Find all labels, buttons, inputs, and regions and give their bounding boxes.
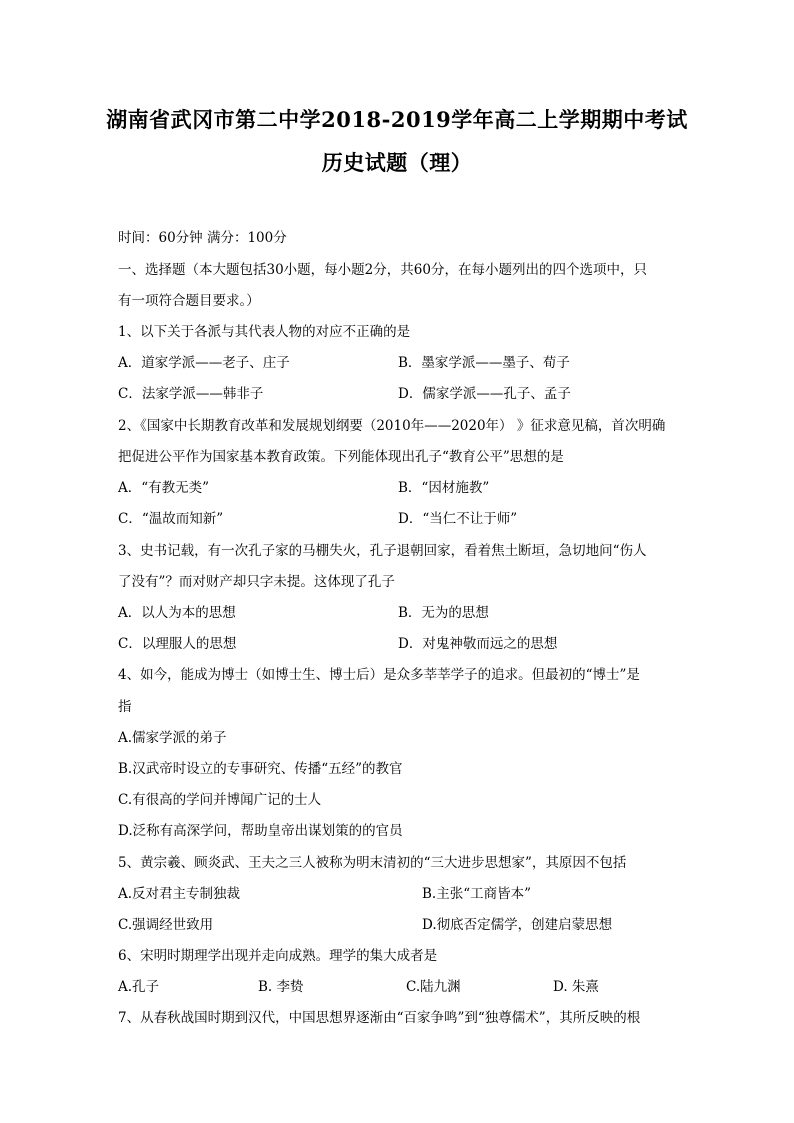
- question-1-stem: 1、以下关于各派与其代表人物的对应不正确的是: [118, 324, 411, 340]
- question-2-option-c: C．“温故而知新”: [118, 511, 224, 527]
- question-3-option-d: D．对鬼神敬而远之的思想: [398, 636, 558, 652]
- question-2-stem-line2: 把促进公平作为国家基本教育政策。下列能体现出孔子“教育公平”思想的是: [118, 449, 564, 465]
- page-title: 湖南省武冈市第二中学2018-2019学年高二上学期期中考试: [106, 107, 688, 132]
- question-4-option-a: A.儒家学派的弟子: [118, 730, 227, 746]
- question-1-option-c: C．法家学派——韩非子: [118, 386, 264, 402]
- question-3-stem-line2: 了没有”？而对财产却只字未提。这体现了孔子: [118, 574, 395, 590]
- question-4-option-b: B.汉武帝时设立的专事研究、传播“五经”的教官: [118, 761, 403, 777]
- question-5-option-b: B.主张“工商皆本”: [422, 886, 532, 902]
- question-2-stem-line1: 2、《国家中长期教育改革和发展规划纲要（2010年——2020年） 》征求意见稿，首次明确: [118, 418, 666, 434]
- question-7-stem: 7、从春秋战国时期到汉代，中国思想界逐渐由“百家争鸣”到“独尊儒术”，其所反映的根: [118, 1010, 641, 1026]
- question-6-option-a: A.孔子: [118, 979, 160, 995]
- question-6-option-c: C.陆九渊: [406, 979, 461, 995]
- question-3-option-c: C．以理服人的思想: [118, 636, 237, 652]
- question-6-stem: 6、宋明时期理学出现并走向成熟。理学的集大成者是: [118, 948, 438, 964]
- question-5-stem: 5、黄宗羲、顾炎武、王夫之三人被称为明末清初的“三大进步思想家”，其原因不包括: [118, 855, 627, 871]
- question-3-stem-line1: 3、史书记载，有一次孔子家的马棚失火，孔子退朝回家，看着焦土断垣，急切地问“伤人: [118, 543, 647, 559]
- exam-time-score: 时间：60分钟 满分：100分: [118, 230, 287, 246]
- question-4-stem-line2: 指: [118, 699, 132, 715]
- question-3-option-b: B．无为的思想: [398, 605, 489, 621]
- question-1-option-d: D．儒家学派——孔子、孟子: [398, 386, 571, 402]
- question-2-option-a: A．“有教无类”: [118, 480, 210, 496]
- question-5-option-d: D.彻底否定儒学，创建启蒙思想: [422, 917, 613, 933]
- question-3-option-a: A．以人为本的思想: [118, 605, 236, 621]
- question-4-stem-line1: 4、如今，能成为博士（如博士生、博士后）是众多莘莘学子的追求。但最初的“博士”是: [118, 667, 640, 683]
- question-1-option-a: A．道家学派——老子、庄子: [118, 355, 290, 371]
- page-subtitle: 历史试题（理）: [321, 150, 473, 175]
- question-6-option-d: D. 朱熹: [553, 979, 599, 995]
- question-2-option-d: D．“当仁不让于师”: [398, 511, 518, 527]
- question-5-option-c: C.强调经世致用: [118, 917, 214, 933]
- question-5-option-a: A.反对君主专制独裁: [118, 886, 241, 902]
- question-1-option-b: B．墨家学派——墨子、荀子: [398, 355, 570, 371]
- question-6-option-b: B. 李贽: [258, 979, 304, 995]
- section-instructions-line2: 有一项符合题目要求。）: [118, 293, 260, 309]
- section-instructions-line1: 一、选择题（本大题包括30小题，每小题2分，共60分，在每小题列出的四个选项中，只: [118, 262, 647, 278]
- question-2-option-b: B．“因材施教”: [398, 480, 490, 496]
- question-4-option-d: D.泛称有高深学问，帮助皇帝出谋划策的的官员: [118, 823, 403, 839]
- question-4-option-c: C.有很高的学问并博闻广记的士人: [118, 792, 322, 808]
